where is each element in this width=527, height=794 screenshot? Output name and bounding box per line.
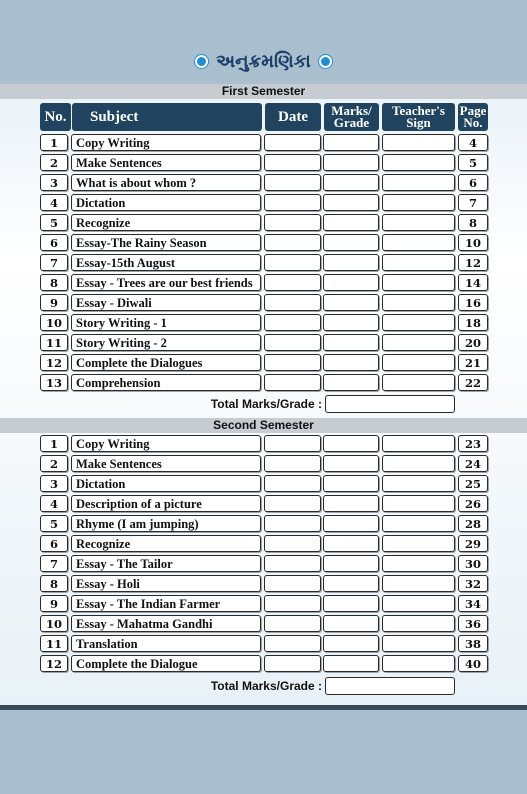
row-marks-cell[interactable]: [323, 234, 379, 251]
header-teacher-line2: Sign: [406, 115, 431, 130]
row-sign-cell[interactable]: [382, 294, 455, 311]
row-sign-cell[interactable]: [382, 354, 455, 371]
row-sign-cell[interactable]: [382, 595, 455, 612]
row-page-number: 30: [458, 555, 488, 572]
row-page-number: 32: [458, 575, 488, 592]
row-marks-cell[interactable]: [323, 435, 379, 452]
row-number: 12: [40, 655, 68, 672]
row-number: 12: [40, 354, 68, 371]
row-subject: Comprehension: [71, 374, 261, 391]
row-subject: Essay - Diwali: [71, 294, 261, 311]
row-page-number: 21: [458, 354, 488, 371]
row-page-number: 22: [458, 374, 488, 391]
row-marks-cell[interactable]: [323, 254, 379, 271]
row-number: 5: [40, 515, 68, 532]
row-marks-cell[interactable]: [323, 535, 379, 552]
row-page-number: 7: [458, 194, 488, 211]
row-marks-cell[interactable]: [323, 294, 379, 311]
total-marks-input[interactable]: [325, 677, 455, 695]
row-page-number: 14: [458, 274, 488, 291]
row-marks-cell[interactable]: [323, 274, 379, 291]
bottom-divider: [0, 705, 527, 710]
row-page-number: 40: [458, 655, 488, 672]
row-sign-cell[interactable]: [382, 495, 455, 512]
row-subject: Make Sentences: [71, 455, 261, 472]
row-sign-cell[interactable]: [382, 555, 455, 572]
row-marks-cell[interactable]: [323, 354, 379, 371]
semester-title: First Semester: [0, 84, 527, 99]
row-date-cell[interactable]: [264, 274, 321, 291]
row-date-cell[interactable]: [264, 174, 321, 191]
row-number: 13: [40, 374, 68, 391]
row-marks-cell[interactable]: [323, 314, 379, 331]
row-sign-cell[interactable]: [382, 515, 455, 532]
row-marks-cell[interactable]: [323, 334, 379, 351]
row-marks-cell[interactable]: [323, 495, 379, 512]
row-subject: Story Writing - 2: [71, 334, 261, 351]
row-subject: Recognize: [71, 214, 261, 231]
row-marks-cell[interactable]: [323, 374, 379, 391]
row-subject: Rhyme (I am jumping): [71, 515, 261, 532]
row-date-cell[interactable]: [264, 435, 321, 452]
row-page-number: 4: [458, 134, 488, 151]
row-date-cell[interactable]: [264, 455, 321, 472]
row-sign-cell[interactable]: [382, 374, 455, 391]
row-date-cell[interactable]: [264, 575, 321, 592]
row-subject: What is about whom ?: [71, 174, 261, 191]
row-page-number: 6: [458, 174, 488, 191]
row-page-number: 20: [458, 334, 488, 351]
row-date-cell[interactable]: [264, 134, 321, 151]
row-number: 3: [40, 174, 68, 191]
row-sign-cell[interactable]: [382, 134, 455, 151]
row-page-number: 18: [458, 314, 488, 331]
row-page-number: 25: [458, 475, 488, 492]
row-number: 6: [40, 535, 68, 552]
row-marks-cell[interactable]: [323, 214, 379, 231]
row-number: 1: [40, 435, 68, 452]
row-marks-cell[interactable]: [323, 595, 379, 612]
row-subject: Translation: [71, 635, 261, 652]
row-marks-cell[interactable]: [323, 655, 379, 672]
row-marks-cell[interactable]: [323, 154, 379, 171]
row-date-cell[interactable]: [264, 475, 321, 492]
row-marks-cell[interactable]: [323, 134, 379, 151]
row-number: 8: [40, 274, 68, 291]
row-date-cell[interactable]: [264, 294, 321, 311]
page-title-text: અનુક્રમણિકા: [216, 50, 311, 72]
row-date-cell[interactable]: [264, 194, 321, 211]
row-marks-cell[interactable]: [323, 615, 379, 632]
row-subject: Essay - Trees are our best friends: [71, 274, 261, 291]
header-no: No.: [40, 103, 71, 131]
row-number: 4: [40, 194, 68, 211]
row-sign-cell[interactable]: [382, 535, 455, 552]
row-sign-cell[interactable]: [382, 455, 455, 472]
bullet-dot-icon: [319, 55, 332, 68]
total-marks-label: Total Marks/Grade :: [210, 679, 322, 693]
row-subject: Essay - Holi: [71, 575, 261, 592]
row-page-number: 8: [458, 214, 488, 231]
row-subject: Recognize: [71, 535, 261, 552]
row-page-number: 23: [458, 435, 488, 452]
row-page-number: 10: [458, 234, 488, 251]
row-marks-cell[interactable]: [323, 475, 379, 492]
row-date-cell[interactable]: [264, 234, 321, 251]
row-page-number: 16: [458, 294, 488, 311]
row-page-number: 26: [458, 495, 488, 512]
row-number: 6: [40, 234, 68, 251]
row-number: 10: [40, 314, 68, 331]
header-date: Date: [265, 103, 321, 131]
row-page-number: 24: [458, 455, 488, 472]
header-marks-grade: [324, 103, 379, 131]
row-sign-cell[interactable]: [382, 334, 455, 351]
row-marks-cell[interactable]: [323, 635, 379, 652]
row-date-cell[interactable]: [264, 535, 321, 552]
row-subject: Essay - The Tailor: [71, 555, 261, 572]
row-number: 5: [40, 214, 68, 231]
row-subject: Essay - The Indian Farmer: [71, 595, 261, 612]
row-marks-cell[interactable]: [323, 515, 379, 532]
row-sign-cell[interactable]: [382, 174, 455, 191]
row-sign-cell[interactable]: [382, 615, 455, 632]
row-number: 10: [40, 615, 68, 632]
row-subject: Story Writing - 1: [71, 314, 261, 331]
row-date-cell[interactable]: [264, 495, 321, 512]
row-subject: Essay - Mahatma Gandhi: [71, 615, 261, 632]
bullet-dot-icon: [195, 55, 208, 68]
row-marks-cell[interactable]: [323, 455, 379, 472]
row-page-number: 29: [458, 535, 488, 552]
header-page-line1: Page: [459, 103, 487, 118]
row-date-cell[interactable]: [264, 334, 321, 351]
row-marks-cell[interactable]: [323, 555, 379, 572]
row-number: 11: [40, 635, 68, 652]
header-marks-line2: Grade: [333, 115, 370, 130]
row-date-cell[interactable]: [264, 635, 321, 652]
row-date-cell[interactable]: [264, 515, 321, 532]
row-subject: Dictation: [71, 194, 261, 211]
row-subject: Dictation: [71, 475, 261, 492]
row-page-number: 36: [458, 615, 488, 632]
row-subject: Make Sentences: [71, 154, 261, 171]
row-number: 1: [40, 134, 68, 151]
row-marks-cell[interactable]: [323, 575, 379, 592]
row-date-cell[interactable]: [264, 214, 321, 231]
row-date-cell[interactable]: [264, 555, 321, 572]
header-teacher-line1: Teacher's: [392, 103, 445, 118]
row-marks-cell[interactable]: [323, 174, 379, 191]
total-marks-input[interactable]: [325, 395, 455, 413]
row-date-cell[interactable]: [264, 314, 321, 331]
row-date-cell[interactable]: [264, 354, 321, 371]
row-subject: Copy Writing: [71, 134, 261, 151]
row-sign-cell[interactable]: [382, 274, 455, 291]
row-number: 3: [40, 475, 68, 492]
row-subject: Complete the Dialogues: [71, 354, 261, 371]
row-subject: Essay-15th August: [71, 254, 261, 271]
row-subject: Description of a picture: [71, 495, 261, 512]
row-page-number: 34: [458, 595, 488, 612]
header-marks-line1: Marks/: [331, 103, 372, 118]
row-sign-cell[interactable]: [382, 194, 455, 211]
row-sign-cell[interactable]: [382, 475, 455, 492]
row-date-cell[interactable]: [264, 655, 321, 672]
row-page-number: 38: [458, 635, 488, 652]
row-subject: Complete the Dialogue: [71, 655, 261, 672]
row-sign-cell[interactable]: [382, 575, 455, 592]
row-page-number: 28: [458, 515, 488, 532]
row-sign-cell[interactable]: [382, 314, 455, 331]
row-page-number: 5: [458, 154, 488, 171]
row-date-cell[interactable]: [264, 154, 321, 171]
row-date-cell[interactable]: [264, 374, 321, 391]
header-page-line2: No.: [463, 115, 483, 130]
row-sign-cell[interactable]: [382, 635, 455, 652]
header-subject: Subject: [72, 103, 262, 131]
semester-title: Second Semester: [0, 418, 527, 433]
row-number: 4: [40, 495, 68, 512]
row-sign-cell[interactable]: [382, 214, 455, 231]
row-marks-cell[interactable]: [323, 194, 379, 211]
total-marks-label: Total Marks/Grade :: [210, 397, 322, 411]
row-number: 11: [40, 334, 68, 351]
header-page-no: [458, 103, 488, 131]
row-number: 9: [40, 595, 68, 612]
row-sign-cell[interactable]: [382, 254, 455, 271]
row-number: 8: [40, 575, 68, 592]
row-sign-cell[interactable]: [382, 154, 455, 171]
row-number: 7: [40, 555, 68, 572]
row-sign-cell[interactable]: [382, 435, 455, 452]
row-date-cell[interactable]: [264, 595, 321, 612]
row-date-cell[interactable]: [264, 254, 321, 271]
page-title: [0, 46, 527, 76]
row-sign-cell[interactable]: [382, 655, 455, 672]
row-page-number: 12: [458, 254, 488, 271]
row-sign-cell[interactable]: [382, 234, 455, 251]
row-number: 2: [40, 154, 68, 171]
row-number: 7: [40, 254, 68, 271]
header-teacher-sign: [382, 103, 455, 131]
row-number: 2: [40, 455, 68, 472]
row-number: 9: [40, 294, 68, 311]
row-date-cell[interactable]: [264, 615, 321, 632]
row-subject: Copy Writing: [71, 435, 261, 452]
row-subject: Essay-The Rainy Season: [71, 234, 261, 251]
